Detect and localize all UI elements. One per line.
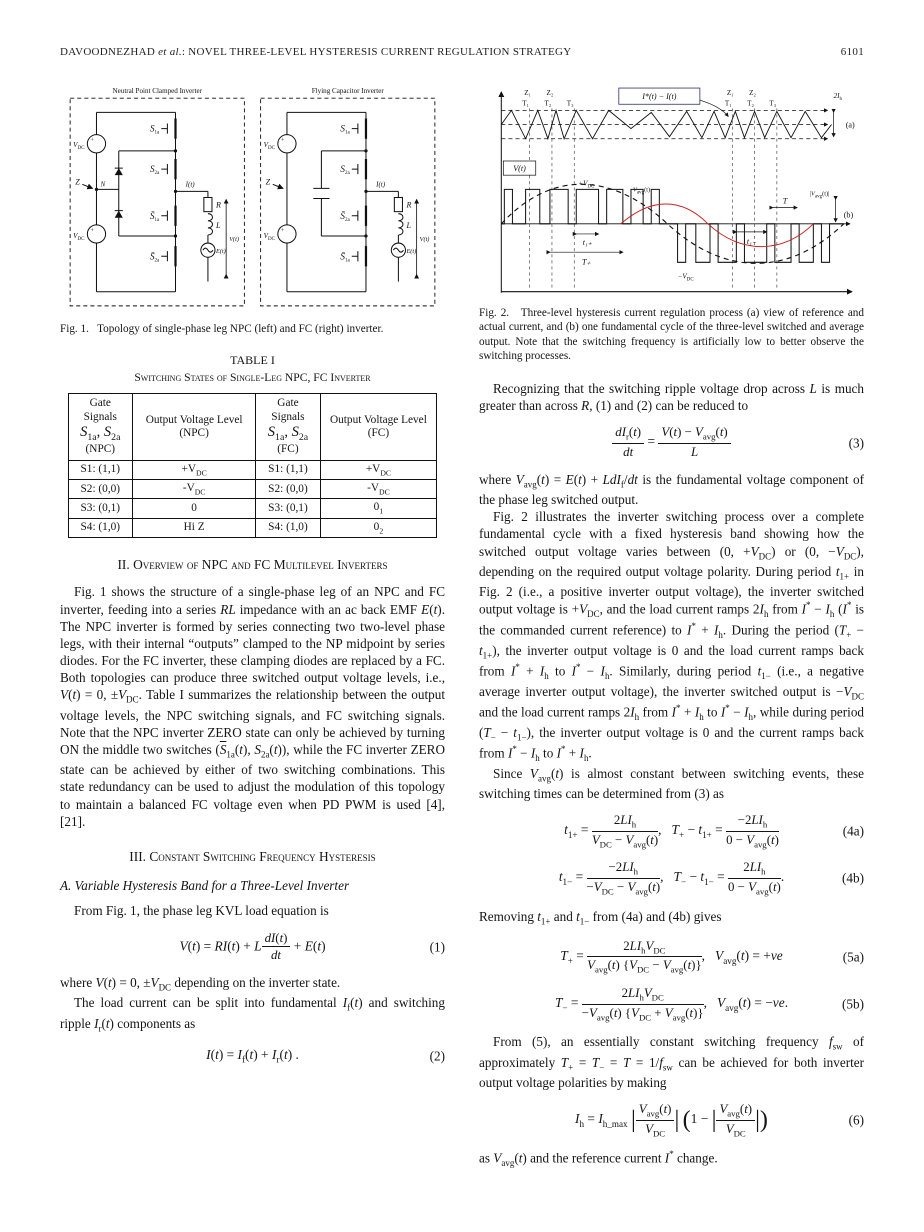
vdc-label: $V_{DC}$	[73, 232, 85, 243]
table-header-row	[68, 394, 437, 461]
table-title: TABLE I	[230, 352, 275, 367]
switch-label-s1a: $S_{1a}$	[149, 123, 160, 136]
plus-sign: +	[90, 136, 94, 144]
fig2-annotation-box	[619, 88, 728, 116]
switch-label-s2a-bar: $S̄_{2a}$	[340, 210, 350, 223]
table-row	[68, 499, 437, 518]
figure-2-drawing	[479, 84, 864, 299]
z-label: Z	[75, 177, 80, 187]
table-cell: S1: (1,1)	[256, 460, 320, 479]
resistor-label: R	[406, 200, 412, 210]
resistor-label: R	[216, 200, 221, 210]
figure-1-caption: Fig. 1. Topology of single-phase leg NPC (left) and FC (right) inverter.	[60, 323, 384, 335]
switch-label-s2a: $S_{2a}$	[149, 164, 160, 177]
table-cell: $+V_{DC}$	[132, 460, 255, 479]
plus-sign: +	[280, 226, 285, 234]
switch-label-s2a-bar: $S̄_{2a}$	[149, 251, 160, 264]
table-cell: $-V_{DC}$	[320, 480, 437, 499]
table-cell: $0_1$	[320, 499, 437, 518]
n-label: N	[100, 180, 106, 189]
th-output-voltage-npc: Output Voltage Level (NPC)	[132, 394, 255, 461]
fc-title: Flying Capacitor Inverter	[311, 87, 384, 96]
figure-2	[479, 84, 864, 364]
switch-label-s1a-bar: $S̄_{1a}$	[340, 251, 350, 264]
figure-1	[60, 84, 445, 337]
paragraph: Removing $t_{1+}$ and $t_{1-}$ from (4a) and (4b) gives	[479, 908, 722, 927]
npc-title: Neutral Point Clamped Inverter	[112, 87, 202, 96]
equation-3	[479, 425, 864, 459]
equation-body: $T_-$ = $\frac{2LI_hV_{DC}}{-V_{avg}(t) \{V_{DC} + V_{avg}(t)\}}$ , $V_{avg}(t) = -ve$.	[554, 986, 789, 1023]
plus-sign: +	[280, 136, 285, 144]
t2-label: T₂	[747, 99, 754, 108]
t3-label: T₃	[769, 99, 777, 108]
subsection-a-heading: A. Variable Hysteresis Band for a Three-Level Inverter	[60, 878, 350, 894]
equation-2	[60, 1046, 445, 1067]
plus-sign: +	[90, 226, 94, 234]
equation-5b	[479, 986, 864, 1022]
emf-label: E(t)	[216, 248, 226, 256]
current-label: I(t)	[185, 180, 195, 189]
minus-vdc-label: $-V_{DC}$	[677, 272, 694, 283]
figure-1-drawing	[60, 84, 445, 315]
equation-number: (5a)	[842, 949, 864, 965]
paragraph: Fig. 2 illustrates the inverter switching process over a complete fundamental cycle with a fixed hysteresis band showing how the switched output voltage varies between (0, $+V_{DC}$) or (0, $-V_{DC}$), depending on the required output voltage polarity. During period $t_{1+}$ in Fig. 2 (i.e., a positive inverter output voltage), the inverter switched output voltage is $+V_{DC}$, and the load current ramps $2I_h$ from $I^* - I_h$ (I* is the commanded current reference) to $I^* + I_h$. During the period $(T_+ - t_{1+})$, the inverter output voltage is 0 and the load current ramps back from $I^* + I_h$ to $I^* - I_h$. Similarly, during period $t_{1-}$ (i.e., a negative average inverter output voltage), the inverter switched output is $-V_{DC}$ and the load current ramps $2I_h$ from $I^* + I_h$ to $I^* - I_h$, while during period $(T_- - t_{1-})$, the inverter output voltage is 0 and the current ramps back from $I^* - I_h$ to $I^* + I_h$.	[479, 509, 865, 763]
equation-body: $I(t) = I_f(t) + I_r(t)$ .	[206, 1047, 299, 1065]
period-label: T	[782, 196, 788, 206]
page-number: 6101	[840, 46, 864, 58]
equation-6	[479, 1102, 864, 1138]
running-title: DAVOODNEZHAD et al.: NOVEL THREE-LEVEL HYSTERESIS CURRENT REGULATION STRATEGY	[60, 46, 572, 58]
switch-label-s1a: $S_{1a}$	[340, 123, 350, 136]
t-plus-label: T₊	[582, 257, 591, 267]
section-2-heading: II. Overview of NPC and FC Multilevel Inverters	[117, 556, 388, 572]
z1-label: Z₁	[726, 89, 734, 98]
th-gate-signals-fc: Gate Signals $S_{1a}$, $S_{2a}$ (FC)	[256, 394, 320, 461]
paragraph: where $V_{avg}(t) = E(t) + LdI_f/dt$ is the fundamental voltage component of the phase leg switched output.	[479, 471, 864, 508]
z-label: Z	[265, 177, 271, 187]
voltage-label: V(t)	[419, 236, 430, 244]
voltage-label: V(t)	[229, 236, 239, 244]
t3-label: T₃	[566, 99, 574, 108]
table-cell: S4: (1,0)	[68, 518, 132, 537]
paragraph: From (5), an essentially constant switching frequency $f_{sw}$ of approximately $T_+ = T_- = T = 1/f_{sw}$ can be achieved for both inverter output voltage polarities by making	[479, 1034, 865, 1090]
table-cell: $0_2$	[320, 518, 437, 537]
left-column	[60, 84, 445, 1170]
figure-2-caption: Fig. 2. Three-level hysteresis current regulation process (a) view of reference and actual current, and (b) one fundamental cycle of the three-level switched and average output. Note that the switching frequency is artificially low to better observe the switching processes.	[479, 306, 864, 363]
equation-4b	[479, 860, 864, 896]
npc-inverter-schematic	[70, 87, 244, 306]
vavg-magnitude-label: $|V_{avg}(t)|$	[809, 190, 830, 200]
table-row	[68, 460, 437, 479]
equation-body: $T_+$ = $\frac{2LI_hV_{DC}}{V_{avg}(t) \{V_{DC} - V_{avg}(t)\}}$ , $V_{avg}(t) = +ve$	[560, 938, 783, 976]
z2-label: Z₂	[749, 89, 756, 98]
inductor-label: L	[216, 220, 221, 230]
table-cell: S4: (1,0)	[256, 518, 320, 537]
error-signal-label: I*(t) − I(t)	[642, 92, 677, 102]
equation-body: $\frac{dI_r(t)}{dt}$ = $\frac{V(t) - V_{avg}(t)}{L}$	[479, 425, 864, 459]
paragraph: Recognizing that the switching ripple voltage drop across L is much greater than across R, (1) and (2) can be reduced to	[479, 381, 864, 414]
section-3-heading: III. Constant Switching Frequency Hysteresis	[129, 848, 376, 864]
inductor-label: L	[406, 220, 412, 230]
switching-states-table	[68, 393, 438, 538]
table-cell: S2: (0,0)	[256, 480, 320, 499]
switch-label-s1a-bar: $S̄_{1a}$	[149, 210, 160, 223]
z1-label: Z₁	[524, 89, 532, 98]
equation-body: $t_{1+}$ = $\frac{2LI_h}{V_{DC} - V_{avg}(t)}$ , $T_+ - t_{1+}$ = $\frac{-2LI_h}{0 - V_{avg}(t)}$	[564, 813, 779, 850]
equation-body: $t_{1-}$ = $\frac{-2LI_h}{-V_{DC} - V_{avg}(t)}$ , $T_- - t_{1-}$ = $\frac{2LI_h}{0 - V_{avg}(t)}$ .	[558, 860, 785, 897]
switch-label-s2a: $S_{2a}$	[340, 164, 350, 177]
subfigure-a-label: (a)	[845, 120, 855, 130]
vdc-label: $V_{DC}$	[73, 140, 85, 151]
table-1	[60, 353, 445, 538]
table-cell: S1: (1,1)	[68, 460, 132, 479]
table-cell: $-V_{DC}$	[132, 480, 255, 499]
right-column	[479, 84, 864, 1170]
vavg-label: $V_{avg}(t)$	[633, 186, 651, 196]
equation-4a	[479, 813, 864, 849]
equation-number: (2)	[429, 1048, 445, 1064]
paragraph: The load current can be split into fundamental $I_f(t)$ and switching ripple $I_r(t)$ components as	[60, 995, 445, 1034]
fig2-average-voltage-curve	[621, 204, 813, 247]
paragraph: where V(t) = 0, $\pm V_{DC}$ depending on the inverter state.	[60, 975, 341, 993]
t1-minus-label: t₁₋	[746, 237, 757, 247]
vdc-label: $V_{DC}$	[263, 232, 275, 243]
equation-1	[60, 931, 445, 964]
equation-5a	[479, 939, 864, 975]
table-cell: S3: (0,1)	[68, 499, 132, 518]
equation-number: (1)	[429, 939, 445, 955]
fig2-switched-voltage	[501, 189, 843, 262]
table-cell: Hi Z	[132, 518, 255, 537]
vdc-label: $V_{DC}$	[263, 140, 275, 151]
table-cell: S3: (0,1)	[256, 499, 320, 518]
table-subtitle: Switching States of Single-Leg NPC, FC Inverter	[134, 371, 371, 385]
table-cell: 0	[132, 499, 255, 518]
paragraph: as $V_{avg}(t)$ and the reference current I* change.	[479, 1149, 718, 1169]
t1-plus-label: t₁₊	[582, 238, 593, 248]
th-output-voltage-fc: Output Voltage Level (FC)	[320, 394, 437, 461]
equation-number: (4a)	[842, 823, 864, 839]
fig2-interval-arrows	[550, 196, 836, 252]
table-row	[68, 480, 437, 499]
t1-label: T₁	[522, 99, 530, 108]
table-cell: S2: (0,0)	[68, 480, 132, 499]
equation-number: (4b)	[842, 870, 864, 886]
table-row	[68, 518, 437, 537]
running-head	[60, 46, 864, 58]
t1-label: T₁	[724, 99, 732, 108]
paragraph: Since $V_{avg}(t)$ is almost constant between switching events, these switching times can be determined from (3) as	[479, 765, 864, 801]
section-2-paragraph: Fig. 1 shows the structure of a single-phase leg of an NPC and FC inverter, feeding into a series RL impedance with an ac back EMF E(t). The NPC inverter is formed by series connecting two two-level phase legs, with their internal “outputs” clamped to the NP midpoint by series diodes. For the FC inverter, these clamping diodes are replaced by a FC. Both topologies can produce three switched output voltage levels, i.e., V(t) = 0, $\pm V_{DC}$. Table I summarizes the relationship between the output voltage levels, the NPC switching signals, and FC switching signals. Note that the NPC inverter ZERO state can only be achieved by turning ON the middle two switches ($\overline{S}_{1a}(t)$, $S_{2a}(t)$), while the FC inverter ZERO state can be achieved by either of two switching combinations. This state redundancy can be used to adjust the modulation of this topology to maintain a balanced FC voltage even when PD PWM is used [4], [21].	[60, 584, 445, 829]
t2-label: T₂	[544, 99, 552, 108]
current-label: I(t)	[376, 180, 386, 189]
equation-body: V(t) = RI(t) + L $\frac{dI(t)}{dt}$ + E(t)	[179, 930, 326, 963]
th-gate-signals-npc: Gate Signals $S_{1a}$, $S_{2a}$ (NPC)	[68, 394, 132, 461]
fig2-vertical-gridlines	[530, 108, 777, 288]
fc-inverter-schematic	[261, 87, 435, 306]
emf-label: E(t)	[406, 248, 417, 256]
plus-vdc-label: $+V_{DC}$	[578, 179, 595, 190]
vt-label: V(t)	[513, 164, 526, 174]
band-height-label: $2I_h$	[833, 92, 843, 103]
equation-body: $I_h = I_{h\_max}$ | $\frac{V_{avg}(t)}{V_{DC}}$ | (1 − | $\frac{V_{avg}(t)}{V_{DC}}$ |)	[575, 1102, 768, 1139]
z2-label: Z₂	[546, 89, 554, 98]
equation-number: (6)	[848, 1112, 864, 1128]
equation-number: (5b)	[842, 996, 864, 1012]
equation-number: (3)	[848, 434, 864, 450]
subfigure-b-label: (b)	[843, 210, 854, 220]
table-cell: $+V_{DC}$	[320, 460, 437, 479]
paragraph: From Fig. 1, the phase leg KVL load equation is	[74, 903, 329, 919]
